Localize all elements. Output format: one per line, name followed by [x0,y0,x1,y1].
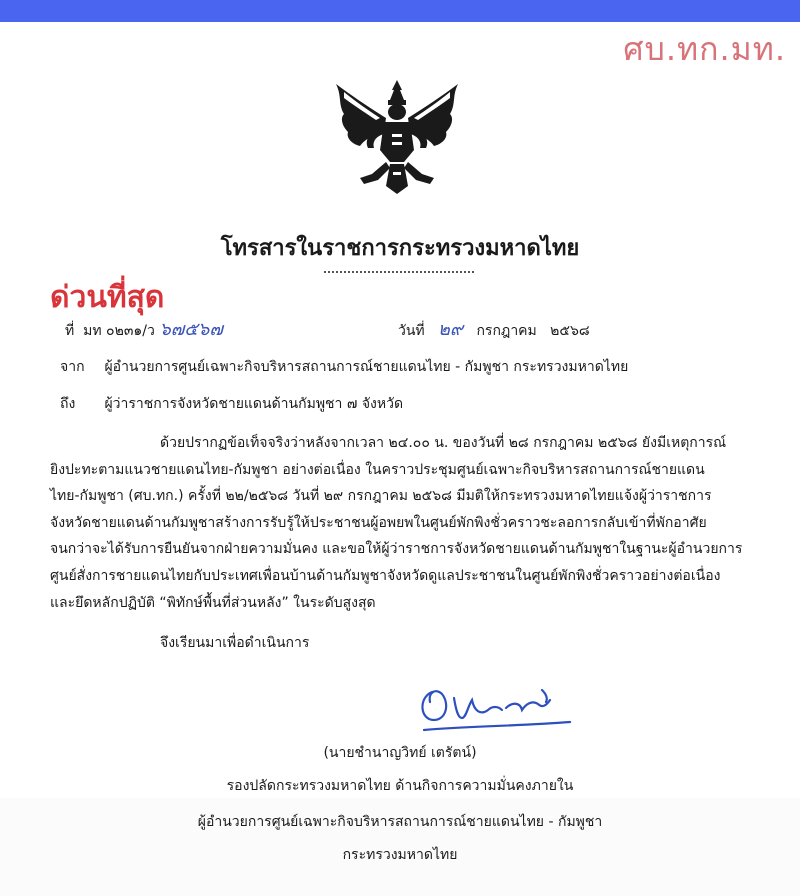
reference-label: ที่ [65,323,75,339]
body-line: ยิงปะทะตามแนวชายแดนไทย-กัมพูชา อย่างต่อเนื่อง ในคราวประชุมศูนย์เฉพาะกิจบริหารสถานการณ์ชายแดน [50,461,705,478]
reference-prefix: มท ๐๒๓๑/ว [83,323,155,339]
document-title: โทรสารในราชการกระทรวงมหาดไทย [220,236,580,261]
body-line: จังหวัดชายแดนด้านกัมพูชาสร้างการรับรู้ให้ประชาชนผู้อพยพในศูนย์พักพิงชั่วคราวชะลอการกลับเข้าที่พักอาศัย [50,514,707,531]
signature-image [410,680,580,735]
date-day: ๒๙ [438,319,464,340]
signer-name: (นายชำนาญวิทย์ เตรัตน์) [323,745,477,761]
to-value: ผู้ว่าราชการจังหวัดชายแดนด้านกัมพูชา ๗ จังหวัด [104,396,404,412]
signer-position-3: กระทรวงมหาดไทย [342,847,458,863]
body-paragraph [50,430,760,657]
closing-line [50,630,760,657]
reference-number: ๖๗๕๖๗ [159,319,223,340]
body-line [50,430,760,457]
date-month-year: กรกฎาคม ๒๕๖๘ [476,323,590,339]
date-label: วันที่ [398,323,425,339]
to-row [60,393,403,415]
urgency-stamp: ด่วนที่สุด [50,280,165,315]
garuda-emblem-icon [330,78,465,196]
body-line: และยึดหลักปฏิบัติ “พิทักษ์พื้นที่ส่วนหลัง” ในระดับสูงสุด [50,594,376,611]
date-row [398,314,590,343]
body-line-text: ด้วยปรากฏข้อเท็จจริงว่าหลังจากเวลา ๒๔.๐๐ น. ของวันที่ ๒๘ กรกฎาคม ๒๕๖๘ ยังมีเหตุการณ์ [160,435,727,451]
signer-position-2: ผู้อำนวยการศูนย์เฉพาะกิจบริหารสถานการณ์ชายแดนไทย - กัมพูชา [197,814,603,830]
to-label: ถึง [60,396,76,412]
corner-code: ศบ.ทก.มท. [623,30,786,68]
signer-position-1: รองปลัดกระทรวงมหาดไทย ด้านกิจการความมั่นคงภายใน [226,778,574,794]
top-bar [0,0,800,22]
from-row [60,356,628,378]
body-line: ศูนย์สั่งการชายแดนไทยกับประเทศเพื่อนบ้านด้านกัมพูชาจังหวัดดูแลประชาชนในศูนย์พักพิงชั่วคราวอย่างต่อเนื่อง [50,567,721,584]
from-label: จาก [60,359,85,375]
body-line: จนกว่าจะได้รับการยืนยันจากฝ่ายความมั่นคง และขอให้ผู้ว่าราชการจังหวัดชายแดนด้านกัมพูชาในฐานะผู้อำนวยการ [50,541,743,558]
closing-text: จึงเรียนมาเพื่อดำเนินการ [160,635,310,652]
from-value: ผู้อำนวยการศูนย์เฉพาะกิจบริหารสถานการณ์ชายแดนไทย - กัมพูชา กระทรวงมหาดไทย [104,359,629,375]
title-underline [324,271,474,273]
reference-row [65,314,223,343]
body-line: ไทย-กัมพูชา (ศบ.ทก.) ครั้งที่ ๒๒/๒๕๖๘ วันที่ ๒๙ กรกฎาคม ๒๕๖๘ มีมติให้กระทรวงมหาดไทยแจ้งผู้ว่าราชการ [50,488,712,505]
